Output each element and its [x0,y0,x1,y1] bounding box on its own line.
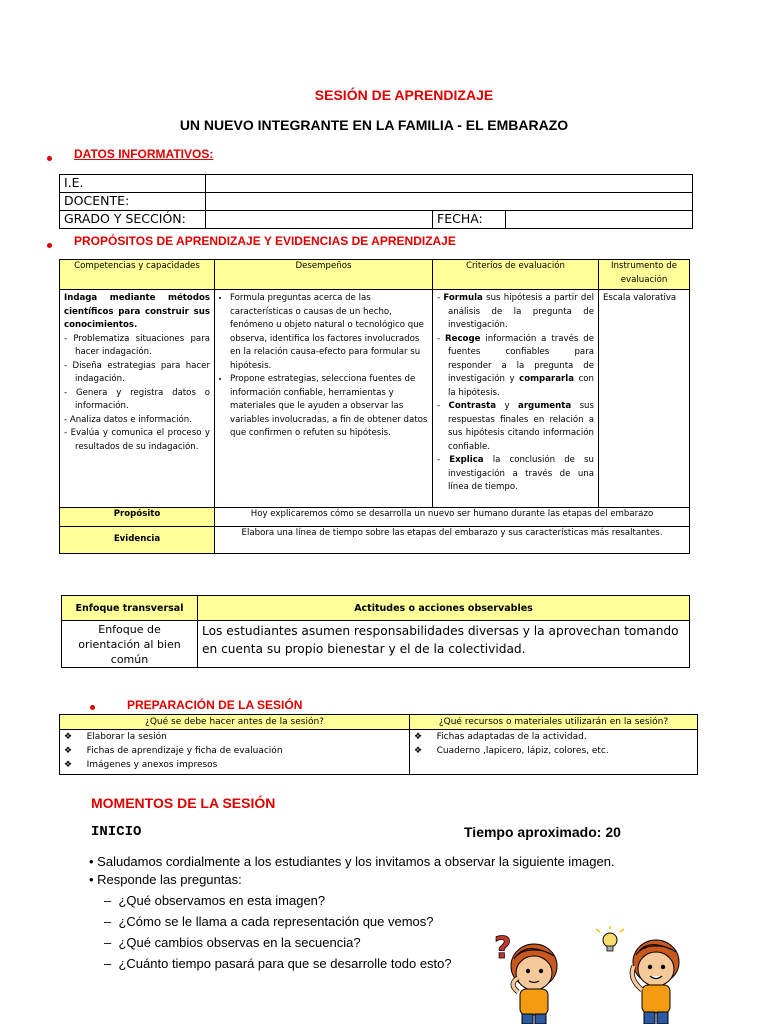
list-item: - Recoge información a través de fuentes confiables para responder a la pregunta de investigación y compararla con la hipótesis. [437,333,594,398]
list-item: ❖ Cuaderno ,lapicero, lápiz, colores, etc. [414,746,609,756]
list-item: - Contrasta y argumenta sus respuestas finales en relación a sus hipótesis citando información confiable. [437,401,594,452]
boy-left-figure [511,944,557,1024]
evidencia-label: Evidencia [60,527,215,554]
docente-label: DOCENTE: [60,193,206,211]
momentos-bullets [89,853,615,889]
recursos-cell [410,730,698,775]
header-criterios: Criterios de evaluación [433,260,599,290]
thinking-children-illustration [488,926,696,1024]
list-item: – ¿Qué cambios observas en la secuencia? [104,935,361,950]
header-recursos: ¿Qué recursos o materiales utilizarán en la sesión? [410,715,698,730]
header-instrumento: Instrumento de evaluación [599,260,690,290]
datos-table [59,174,693,229]
question-mark-icon: ? [494,931,512,966]
datos-heading: DATOS INFORMATIVOS: [74,147,214,161]
list-item: – ¿Qué observamos en esta imagen? [104,893,326,908]
diamond-bullet-icon: ❖ [64,760,73,770]
bullet-icon [90,705,95,710]
diamond-bullet-icon: ❖ [64,732,73,742]
preparacion-table [59,714,698,775]
grado-label: GRADO Y SECCIÓN: [60,211,206,229]
competencia-title: Indaga mediante métodos científicos para construir sus conocimientos. [64,293,210,330]
list-item: • Responde las preguntas: [89,872,242,887]
header-actitudes: Actitudes o acciones observables [198,596,690,621]
list-item: – ¿Cómo se le llama a cada representación que vemos? [104,914,434,929]
inicio-label: INICIO [91,824,142,840]
propositos-heading: PROPÓSITOS DE APRENDIZAJE Y EVIDENCIAS DE APRENDIZAJE [74,234,456,248]
momentos-heading: MOMENTOS DE LA SESIÓN [91,795,276,811]
list-item: • Saludamos cordialmente a los estudiantes y los invitamos a observar la siguiente imagen. [89,854,615,869]
ie-value[interactable] [206,175,693,193]
desempenos-cell [215,290,433,508]
header-enfoque: Enfoque transversal [62,596,198,621]
diamond-bullet-icon: ❖ [414,746,423,756]
header-antes: ¿Qué se debe hacer antes de la sesión? [60,715,410,730]
lightbulb-icon [596,926,624,951]
list-item: - Explica la conclusión de su investigación a través de una línea de tiempo. [437,455,594,492]
list-item: - Genera y registra datos o información. [64,387,210,411]
fecha-value[interactable] [506,211,693,229]
criterios-cell [433,290,599,508]
boy-right-figure [632,940,679,1024]
list-item: - Analiza datos e información. [64,414,192,425]
bullet-icon [47,156,52,161]
fecha-label: FECHA: [433,211,506,229]
list-item: - Problematiza situaciones para hacer indagación. [64,333,210,357]
header-competencias: Competencias y capacidades [60,260,215,290]
page-subtitle: UN NUEVO INTEGRANTE EN LA FAMILIA - EL EMBARAZO [179,117,569,133]
list-item: ❖ Fichas de aprendizaje y ficha de evaluación [64,746,283,756]
enfoque-table [61,595,690,668]
evidencia-text: Elabora una línea de tiempo sobre las etapas del embarazo y sus características más resaltantes. [215,527,690,554]
enfoque-text: Los estudiantes asumen responsabilidades diversas y la aprovechan tomando en cuenta su propio bienestar y el de la colectividad. [198,621,690,668]
preparacion-heading: PREPARACIÓN DE LA SESIÓN [127,698,303,712]
list-item: ❖ Elaborar la sesión [64,732,167,742]
grado-value[interactable] [206,211,433,229]
diamond-bullet-icon: ❖ [414,732,423,742]
page-title: SESIÓN DE APRENDIZAJE [314,87,494,103]
bullet-icon [47,243,52,248]
capacidades-list [64,333,210,455]
ie-label: I.E. [60,175,206,193]
list-item: - Formula sus hipótesis a partir del análisis de la pregunta de investigación. [437,293,594,330]
list-item: • Formula preguntas acerca de las características o causas de un hecho, fenómeno u objeto natural o tecnológico que observa, identifica los factores involucrados en la relación causa-efecto para formular su hipótesis. [230,292,428,373]
desempenos-list [219,292,428,441]
propositos-table [59,259,690,554]
enfoque-name: Enfoque de orientación al bien común [62,621,198,668]
header-desempenos: Desempeños [215,260,433,290]
list-item: ❖ Imágenes y anexos impresos [64,760,218,770]
list-item: – ¿Cuánto tiempo pasará para que se desarrolle todo esto? [104,956,452,971]
tiempo-label: Tiempo aproximado: 20 [464,824,621,840]
list-item: • Propone estrategias, selecciona fuentes de información confiable, herramientas y materiales que le ayuden a observar las variables involucradas, a fin de obtener datos que confirmen o refuten su hipótesis. [230,373,428,441]
list-item: - Diseña estrategias para hacer indagación. [64,360,210,384]
instrumento-cell: Escala valorativa [599,290,690,508]
docente-value[interactable] [206,193,693,211]
competencias-cell [60,290,215,508]
antes-cell [60,730,410,775]
proposito-label: Propósito [60,508,215,527]
diamond-bullet-icon: ❖ [64,746,73,756]
proposito-text: Hoy explicaremos cómo se desarrolla un nuevo ser humano durante las etapas del embarazo [215,508,690,527]
criterios-list [437,292,594,495]
list-item: - Evalúa y comunica el proceso y resultados de su indagación. [64,428,210,452]
preguntas-list [104,890,452,974]
list-item: ❖ Fichas adaptadas de la actividad. [414,732,587,742]
